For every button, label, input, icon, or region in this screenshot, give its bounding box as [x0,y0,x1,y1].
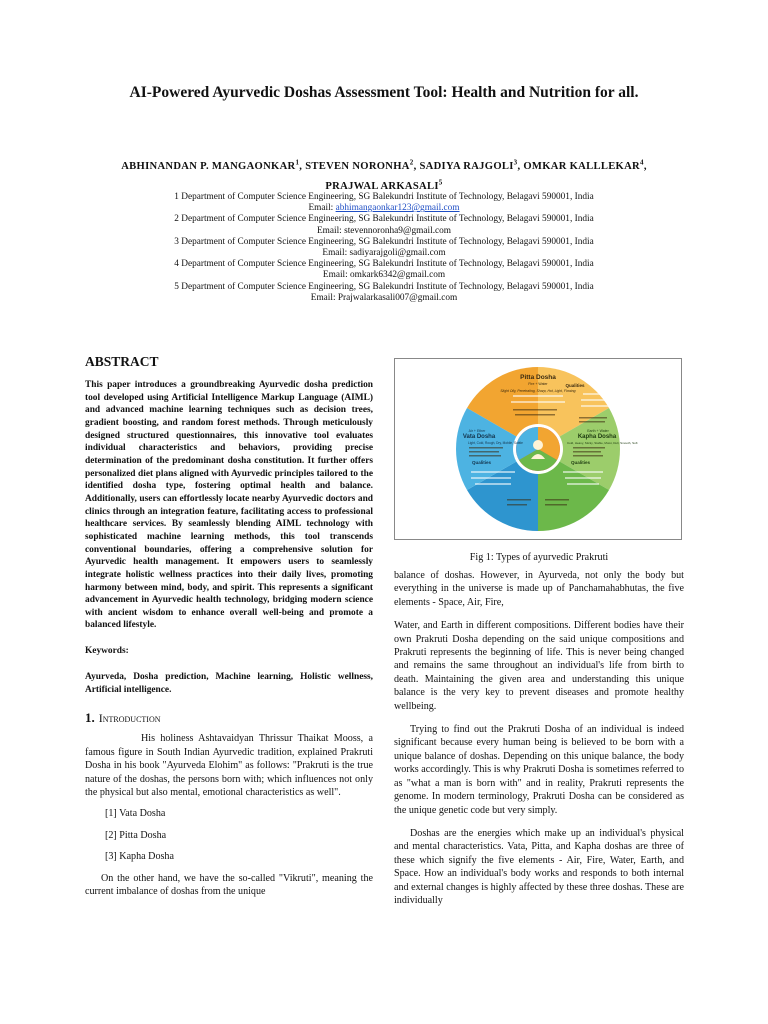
list-item: [2] Pitta Dosha [105,829,167,841]
qualities-label: Qualities [565,383,585,388]
affiliations [120,192,648,304]
kapha-qualities-label: Qualities [571,460,591,465]
body-paragraph: Trying to find out the Prakruti Dosha of an individual is indeed significant because every human being is believed to be born with a unique balance of doshas. Depending on this unique balance, the body works accordingly. This is why Prakruti Dosha is sometimes referred to as "what a man is born with" and in reality, Prakruti represents the genome. In modern terminology, Prakruti Dosha can be considered as the unique genetic code but very simply. [394,724,684,816]
author: OMKAR KALLLEKAR$^4$, [523,158,647,172]
abstract-text: This paper introduces a groundbreaking Ayurvedic dosha prediction tool developed using Artificial Intelligence Markup Language (AIML) and advanced machine learning techniques such as decision trees, gradient boosting, and random forest methods. Through meticulously designed structured questionnaires, this innovative tool evaluates individual characteristics and behaviors, providing precise determination of the predominant dosha constitution. It further offers personalized diet plans aligned with Ayurvedic principles tailored to the identified dosha type, fostering optimal health and balance. Additionally, users can effortlessly locate nearby Ayurvedic doctors and clinics through an integration feature, facilitating access to professional healthcare services. By seamlessly blending AIML technology with sophisticated machine learning methods, this tool transcends conventional boundaries, offering a comprehensive solution for Ayurvedic health management. It empowers users to seamlessly integrate holistic wellness practices into their daily lives, promoting harmony between mind, body, and spirit. This represents a significant advancement in Ayurvedic health technology, bridging modern science with ancient wisdom to enhance overall well-being and promote a balanced lifestyle. [85,380,373,631]
author: ABHINANDAN P. MANGAONKAR$^1$, [121,158,306,172]
affiliation-dept: 1 Department of Computer Science Engineering, SG Balekundri Institute of Technology, Belagavi 590001, India [174,192,594,202]
paper-title: AI-Powered Ayurvedic Doshas Assessment Tool: Health and Nutrition for all. [129,84,639,101]
list-item: [1] Vata Dosha [105,808,166,820]
vata-sub: Air + Ether [468,429,486,433]
body-paragraph: Water, and Earth in different compositions. Different bodies have their own Prakruti Dosha depending on the said unique compositions and Prakruti represents the beginning of life. This is never being changed and remains the same throughout an individual's life from birth to death. Maintaining the given area and understanding this unique balance is the very key to prevent diseases and promote healthy wellbeing. [394,620,684,712]
left-column [85,354,373,899]
right-column [394,358,684,907]
vata-qualities: Light, Cold, Rough, Dry, Mobile, Subtle [468,441,523,445]
kapha-sub: Earth + Water [587,429,609,433]
body-paragraph: Doshas are the energies which make up an individual's physical and mental characteristics. Vata, Pitta, and Kapha doshas are three of these which signify the five elements - Air, Fire, Water, Earth, and Space. How an individual's body works and responds to both internal and external changes is highly affected by these three doshas. These are individually [394,827,684,906]
body-paragraph: balance of doshas. However, in Ayurveda, not only the body but everything in the universe is made up of Panchamahabhutas, the five elements - Space, Air, Fire, [394,570,684,608]
pitta-quote: Slight Oily, Penetrating, Sharp, Hot, Light, Flowing [500,389,576,393]
intro-paragraph: His holiness Ashtavaidyan Thrissur Thaikat Mooss, a famous figure in South Indian Ayurvedic tradition, explained Prakruti Dosha in his book "Ayurveda Elohim" as follows: "Prakruti is the true nature of the doshas, the persons born with; which influences not only the physical but also mental, emotional characteristics as well". [85,733,373,799]
section-heading-introduction: 1. Introduction [85,710,161,726]
author: STEVEN NORONHA$^2$, [305,158,420,172]
pitta-title: Pitta Dosha [520,374,556,381]
affiliation-email: Email: omkark6342@gmail.com [322,270,446,281]
kapha-qualities: Cold, Heavy, Sticky, Stable, Moist, Dull, Smooth, Soft [567,441,638,445]
figure-caption: Fig 1: Types of ayurvedic Prakruti [469,552,609,563]
affiliation-dept: 3 Department of Computer Science Engineering, SG Balekundri Institute of Technology, Belagavi 590001, India [174,236,594,247]
vata-title: Vata Dosha [462,434,496,440]
affiliation-dept: 5 Department of Computer Science Engineering, SG Balekundri Institute of Technology, Belagavi 590001, India [174,281,594,292]
author-list [60,154,708,195]
abstract-heading: ABSTRACT [85,354,159,369]
pitta-sub: Fire + Water [528,382,548,386]
author: SADIYA RAJGOLI$^3$, [419,158,524,172]
vata-qualities-label: Qualities [472,460,492,465]
author: PRAJWAL ARKASALI$^5$ [325,178,443,193]
affiliation-email: Email: sadiyarajgoli@gmail.com [322,248,446,259]
kapha-title: Kapha Dosha [577,434,617,440]
dosha-wheel-illustration [395,359,681,539]
affiliation-dept: 4 Department of Computer Science Engineering, SG Balekundri Institute of Technology, Belagavi 590001, India [174,259,594,270]
affiliation-email: Email: abhimangaonkar123@gmail.com [308,203,460,214]
keywords-label: Keywords: [85,646,129,657]
affiliation-email: Email: Prajwalarkasali007@gmail.com [310,292,458,303]
keywords-text: Ayurveda, Dosha prediction, Machine learning, Holistic wellness, Artificial intelligence. [85,672,373,695]
list-item: [3] Kapha Dosha [105,851,174,863]
email-link[interactable]: abhimangaonkar123@gmail.com [335,203,460,214]
intro-paragraph: On the other hand, we have the so-called "Vikruti", meaning the current imbalance of doshas from the unique [85,872,373,898]
affiliation-email: Email: stevennoronha9@gmail.com [316,225,452,236]
affiliation-dept: 2 Department of Computer Science Engineering, SG Balekundri Institute of Technology, Belagavi 590001, India [174,214,594,225]
figure-dosha-wheel [394,358,682,540]
